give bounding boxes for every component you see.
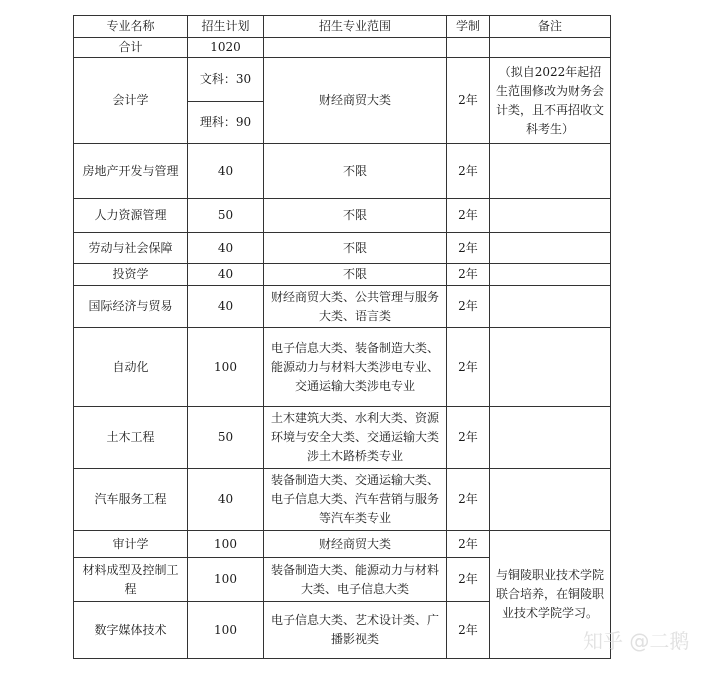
row-note xyxy=(490,407,611,469)
row-plan: 50 xyxy=(188,199,264,233)
joint-training-note: 与铜陵职业技术学院联合培养，在铜陵职业技术学院学习。 xyxy=(490,531,611,659)
row-major: 国际经济与贸易 xyxy=(74,286,188,328)
accounting-scope: 财经商贸大类 xyxy=(264,58,447,144)
row-scope: 不限 xyxy=(264,264,447,286)
total-scope xyxy=(264,38,447,58)
row-scope: 装备制造大类、交通运输大类、电子信息大类、汽车营销与服务等汽车类专业 xyxy=(264,469,447,531)
row-note xyxy=(490,328,611,407)
row-plan: 40 xyxy=(188,469,264,531)
row-scope: 不限 xyxy=(264,144,447,199)
header-major: 专业名称 xyxy=(74,16,188,38)
row-note xyxy=(490,264,611,286)
row-years: 2年 xyxy=(447,407,490,469)
row-scope: 装备制造大类、能源动力与材料大类、电子信息大类 xyxy=(264,558,447,602)
total-row xyxy=(74,38,611,58)
row-scope: 财经商贸大类、公共管理与服务大类、语言类 xyxy=(264,286,447,328)
header-note: 备注 xyxy=(490,16,611,38)
row-plan: 50 xyxy=(188,407,264,469)
row-plan: 40 xyxy=(188,233,264,264)
accounting-years: 2年 xyxy=(447,58,490,144)
header-plan: 招生计划 xyxy=(188,16,264,38)
row-major: 房地产开发与管理 xyxy=(74,144,188,199)
row-major: 汽车服务工程 xyxy=(74,469,188,531)
row-plan: 100 xyxy=(188,531,264,558)
table-row xyxy=(74,286,611,328)
row-years: 2年 xyxy=(447,144,490,199)
table-row xyxy=(74,531,611,558)
table-row xyxy=(74,199,611,233)
row-plan: 100 xyxy=(188,328,264,407)
row-years: 2年 xyxy=(447,558,490,602)
row-scope: 不限 xyxy=(264,233,447,264)
row-years: 2年 xyxy=(447,602,490,659)
row-scope: 电子信息大类、艺术设计类、广播影视类 xyxy=(264,602,447,659)
accounting-major: 会计学 xyxy=(74,58,188,144)
row-scope: 土木建筑大类、水利大类、资源环境与安全大类、交通运输大类涉土木路桥类专业 xyxy=(264,407,447,469)
row-major: 材料成型及控制工程 xyxy=(74,558,188,602)
row-major: 人力资源管理 xyxy=(74,199,188,233)
accounting-plan-sci: 理科：90 xyxy=(188,102,264,144)
row-major: 数字媒体技术 xyxy=(74,602,188,659)
row-scope: 电子信息大类、装备制造大类、能源动力与材料大类涉电专业、交通运输大类涉电专业 xyxy=(264,328,447,407)
row-note xyxy=(490,199,611,233)
row-note xyxy=(490,469,611,531)
table-row xyxy=(74,264,611,286)
accounting-note: （拟自2022年起招生范围修改为财务会计类，且不再招收文科考生） xyxy=(490,58,611,144)
row-years: 2年 xyxy=(447,286,490,328)
row-major: 投资学 xyxy=(74,264,188,286)
row-scope: 不限 xyxy=(264,199,447,233)
header-years: 学制 xyxy=(447,16,490,38)
total-plan: 1020 xyxy=(188,38,264,58)
row-major: 自动化 xyxy=(74,328,188,407)
row-plan: 40 xyxy=(188,264,264,286)
admission-plan-table xyxy=(73,15,611,659)
row-scope: 财经商贸大类 xyxy=(264,531,447,558)
row-plan: 40 xyxy=(188,286,264,328)
watermark: 知乎 @二鹅 xyxy=(583,629,690,653)
table-row xyxy=(74,407,611,469)
row-major: 审计学 xyxy=(74,531,188,558)
header-row xyxy=(74,16,611,38)
row-note xyxy=(490,233,611,264)
accounting-plan-arts: 文科：30 xyxy=(188,58,264,102)
total-years xyxy=(447,38,490,58)
row-plan: 100 xyxy=(188,558,264,602)
table-row xyxy=(74,469,611,531)
total-note xyxy=(490,38,611,58)
row-major: 土木工程 xyxy=(74,407,188,469)
row-note xyxy=(490,286,611,328)
row-note xyxy=(490,144,611,199)
row-years: 2年 xyxy=(447,328,490,407)
row-years: 2年 xyxy=(447,469,490,531)
row-years: 2年 xyxy=(447,531,490,558)
table-row xyxy=(74,144,611,199)
row-plan: 40 xyxy=(188,144,264,199)
table-row xyxy=(74,233,611,264)
row-years: 2年 xyxy=(447,233,490,264)
row-plan: 100 xyxy=(188,602,264,659)
row-years: 2年 xyxy=(447,199,490,233)
row-years: 2年 xyxy=(447,264,490,286)
row-major: 劳动与社会保障 xyxy=(74,233,188,264)
header-scope: 招生专业范围 xyxy=(264,16,447,38)
table-row xyxy=(74,328,611,407)
table-row-accounting xyxy=(74,58,611,102)
total-label: 合计 xyxy=(74,38,188,58)
